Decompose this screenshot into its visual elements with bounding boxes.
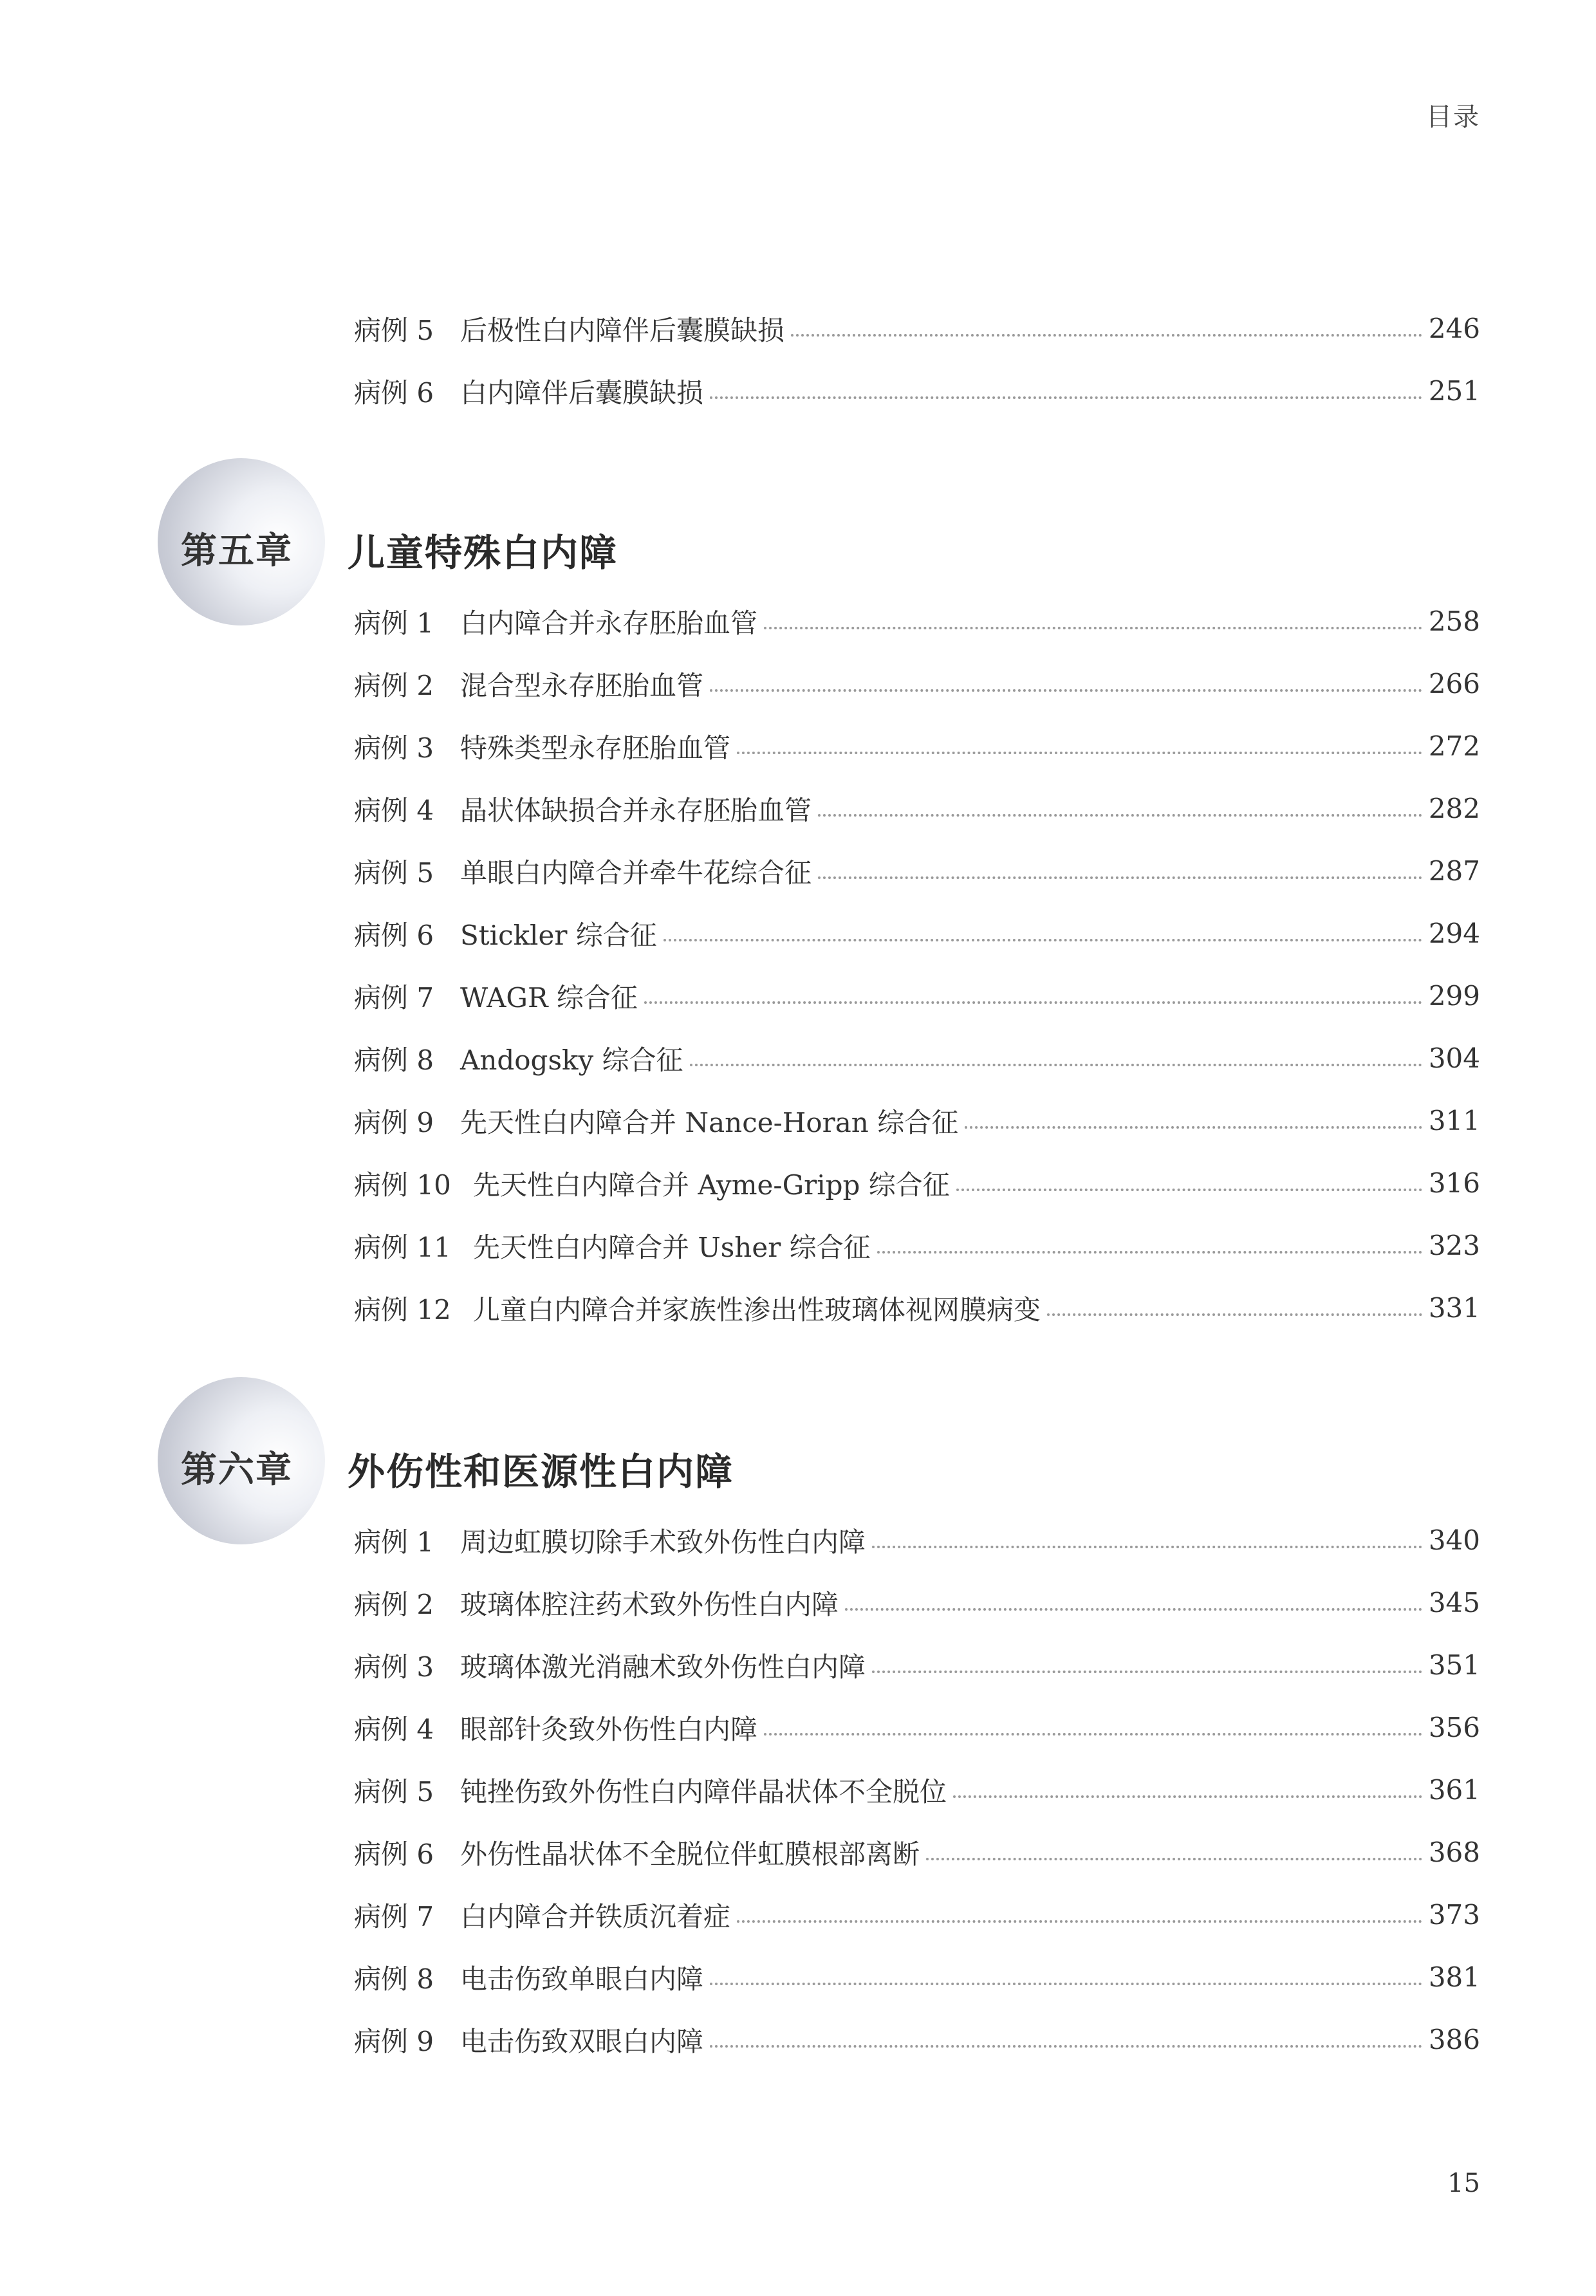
dot-leader xyxy=(644,1001,1422,1004)
entry-list-top xyxy=(354,297,1480,422)
page-ref: 386 xyxy=(1428,2024,1480,2055)
dot-leader xyxy=(710,1983,1422,1985)
case-title: Andogsky 综合征 xyxy=(460,1044,683,1076)
toc-entry[interactable] xyxy=(354,360,1480,422)
chapter-label: 第六章 xyxy=(181,1449,293,1491)
dot-leader xyxy=(965,1126,1422,1129)
page-ref: 266 xyxy=(1428,668,1480,699)
case-title: 白内障合并永存胚胎血管 xyxy=(460,607,758,639)
chapter-title: 儿童特殊白内障 xyxy=(348,531,618,575)
page-ref: 361 xyxy=(1428,1774,1480,1806)
toc-entry[interactable] xyxy=(354,1821,1480,1884)
page-ref: 299 xyxy=(1428,980,1480,1012)
case-title: 先天性白内障合并 Nance-Horan 综合征 xyxy=(460,1106,959,1138)
case-title: 电击伤致单眼白内障 xyxy=(460,1963,704,1995)
case-title: 后极性白内障伴后囊膜缺损 xyxy=(460,314,785,346)
case-number: 病例 5 xyxy=(354,856,434,889)
toc-entry[interactable] xyxy=(354,653,1480,715)
chapter-label: 第五章 xyxy=(181,530,293,572)
page-ref: 251 xyxy=(1428,375,1480,407)
case-number: 病例 9 xyxy=(354,1106,434,1138)
page-ref: 368 xyxy=(1428,1837,1480,1868)
case-title: 混合型永存胚胎血管 xyxy=(460,669,704,701)
toc-entry[interactable] xyxy=(354,1027,1480,1089)
toc-entry[interactable] xyxy=(354,1946,1480,2008)
case-number: 病例 2 xyxy=(354,1588,434,1620)
case-title: WAGR 综合征 xyxy=(460,981,638,1014)
case-title: 白内障合并铁质沉着症 xyxy=(460,1900,731,1932)
toc-entry[interactable] xyxy=(354,902,1480,965)
dot-leader xyxy=(872,1546,1422,1548)
case-number: 病例 2 xyxy=(354,669,434,701)
page-ref: 323 xyxy=(1428,1230,1480,1261)
page-ref: 381 xyxy=(1428,1961,1480,1993)
page-ref: 287 xyxy=(1428,855,1480,887)
toc-entry[interactable] xyxy=(354,965,1480,1027)
case-title: 白内障伴后囊膜缺损 xyxy=(460,376,704,409)
case-title: Stickler 综合征 xyxy=(460,919,657,951)
toc-entry[interactable] xyxy=(354,1571,1480,1634)
dot-leader xyxy=(764,1733,1422,1736)
case-title: 钝挫伤致外伤性白内障伴晶状体不全脱位 xyxy=(460,1775,947,1808)
page-ref: 345 xyxy=(1428,1587,1480,1618)
page-ref: 331 xyxy=(1428,1292,1480,1324)
toc-entry[interactable] xyxy=(354,1696,1480,1759)
case-number: 病例 5 xyxy=(354,1775,434,1808)
toc-entry[interactable] xyxy=(354,297,1480,360)
case-number: 病例 3 xyxy=(354,732,434,764)
case-number: 病例 9 xyxy=(354,2025,434,2057)
dot-leader xyxy=(764,627,1422,629)
dot-leader xyxy=(956,1189,1422,1191)
page-ref: 351 xyxy=(1428,1649,1480,1681)
case-title: 晶状体缺损合并永存胚胎血管 xyxy=(460,794,812,826)
dot-leader xyxy=(953,1795,1422,1798)
dot-leader xyxy=(877,1251,1422,1254)
case-title: 电击伤致双眼白内障 xyxy=(460,2025,704,2057)
page-ref: 272 xyxy=(1428,730,1480,762)
page-ref: 356 xyxy=(1428,1712,1480,1743)
chapter-5-entries xyxy=(354,590,1480,1339)
case-title: 玻璃体激光消融术致外伤性白内障 xyxy=(460,1651,866,1683)
case-number: 病例 4 xyxy=(354,1713,434,1745)
page-ref: 311 xyxy=(1428,1105,1480,1136)
page-ref: 304 xyxy=(1428,1042,1480,1074)
toc-entry[interactable] xyxy=(354,1152,1480,1214)
page-number: 15 xyxy=(1447,2169,1480,2198)
page-ref: 246 xyxy=(1428,313,1480,344)
dot-leader xyxy=(926,1858,1422,1860)
dot-leader xyxy=(710,2045,1422,2048)
dot-leader xyxy=(710,396,1422,399)
dot-leader xyxy=(737,752,1422,754)
case-title: 先天性白内障合并 Usher 综合征 xyxy=(473,1231,871,1263)
toc-entry[interactable] xyxy=(354,2008,1480,2071)
case-number: 病例 6 xyxy=(354,1838,434,1870)
toc-entry[interactable] xyxy=(354,1277,1480,1339)
page-ref: 294 xyxy=(1428,918,1480,949)
case-title: 儿童白内障合并家族性渗出性玻璃体视网膜病变 xyxy=(473,1293,1041,1326)
toc-entry[interactable] xyxy=(354,715,1480,777)
case-number: 病例 7 xyxy=(354,1900,434,1932)
case-number: 病例 6 xyxy=(354,919,434,951)
page-ref: 282 xyxy=(1428,793,1480,824)
toc-entry[interactable] xyxy=(354,777,1480,840)
toc-entry[interactable] xyxy=(354,1759,1480,1821)
case-number: 病例 1 xyxy=(354,607,434,639)
dot-leader xyxy=(872,1671,1422,1673)
dot-leader xyxy=(818,814,1422,817)
case-number: 病例 4 xyxy=(354,794,434,826)
case-title: 玻璃体腔注药术致外伤性白内障 xyxy=(460,1588,839,1620)
case-title: 先天性白内障合并 Ayme-Gripp 综合征 xyxy=(473,1169,950,1201)
toc-entry[interactable] xyxy=(354,1634,1480,1696)
running-head: 目录 xyxy=(1426,102,1480,132)
page-ref: 340 xyxy=(1428,1524,1480,1556)
case-number: 病例 11 xyxy=(354,1231,451,1263)
dot-leader xyxy=(818,876,1422,879)
dot-leader xyxy=(690,1064,1422,1066)
dot-leader xyxy=(663,939,1422,941)
dot-leader xyxy=(845,1608,1422,1611)
case-number: 病例 5 xyxy=(354,314,434,346)
page-ref: 258 xyxy=(1428,606,1480,637)
page-ref: 316 xyxy=(1428,1167,1480,1199)
case-title: 外伤性晶状体不全脱位伴虹膜根部离断 xyxy=(460,1838,920,1870)
case-number: 病例 8 xyxy=(354,1963,434,1995)
case-number: 病例 12 xyxy=(354,1293,451,1326)
toc-entry[interactable] xyxy=(354,590,1480,653)
chapter-6-entries xyxy=(354,1509,1480,2071)
case-title: 特殊类型永存胚胎血管 xyxy=(460,732,731,764)
case-title: 眼部针灸致外伤性白内障 xyxy=(460,1713,758,1745)
case-number: 病例 7 xyxy=(354,981,434,1014)
toc-entry[interactable] xyxy=(354,1509,1480,1571)
case-title: 周边虹膜切除手术致外伤性白内障 xyxy=(460,1526,866,1558)
toc-entry[interactable] xyxy=(354,1089,1480,1152)
dot-leader xyxy=(1047,1313,1422,1316)
case-number: 病例 8 xyxy=(354,1044,434,1076)
case-number: 病例 6 xyxy=(354,376,434,409)
dot-leader xyxy=(710,689,1422,692)
toc-entry[interactable] xyxy=(354,840,1480,902)
case-number: 病例 1 xyxy=(354,1526,434,1558)
page-ref: 373 xyxy=(1428,1899,1480,1930)
dot-leader xyxy=(791,334,1422,337)
toc-entry[interactable] xyxy=(354,1214,1480,1277)
chapter-title: 外伤性和医源性白内障 xyxy=(348,1450,734,1494)
dot-leader xyxy=(737,1920,1422,1923)
case-number: 病例 10 xyxy=(354,1169,451,1201)
case-number: 病例 3 xyxy=(354,1651,434,1683)
case-title: 单眼白内障合并牵牛花综合征 xyxy=(460,856,812,889)
toc-entry[interactable] xyxy=(354,1884,1480,1946)
